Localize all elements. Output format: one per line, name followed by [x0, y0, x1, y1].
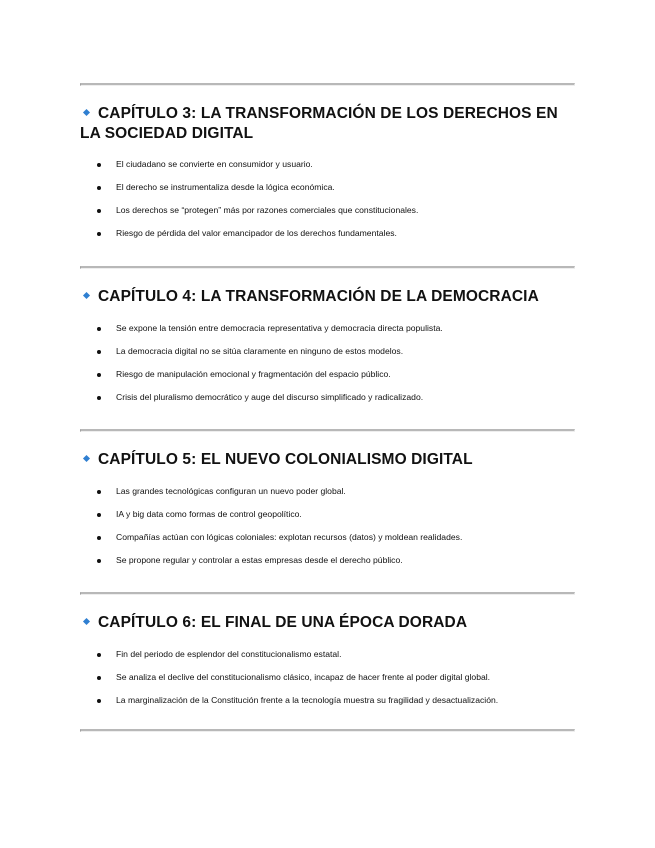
- list-item-text: Se analiza el declive del constitucionalismo clásico, incapaz de hacer frente al poder digital global.: [116, 672, 491, 682]
- bullet-icon: [97, 513, 101, 517]
- bullet-icon: [97, 490, 101, 494]
- divider: [80, 729, 575, 732]
- bullet-icon: [97, 163, 101, 167]
- list-item-text: La marginalización de la Constitución frente a la tecnología muestra su fragilidad y desactualización.: [116, 695, 499, 705]
- bullet-icon: [97, 653, 101, 657]
- list-item-text: Las grandes tecnológicas configuran un nuevo poder global.: [116, 486, 346, 496]
- chapter-5-points: [80, 486, 575, 566]
- list-item-text: Compañías actúan con lógicas coloniales: explotan recursos (datos) y moldean realidades.: [116, 532, 463, 542]
- chapter-6-section: [80, 595, 575, 729]
- diamond-icon: [83, 455, 90, 462]
- bullet-icon: [97, 396, 101, 400]
- list-item-text: Se expone la tensión entre democracia representativa y democracia directa populista.: [116, 323, 443, 333]
- chapter-3-title: [80, 104, 575, 144]
- list-item: [80, 555, 575, 566]
- chapter-4-title-text: CAPÍTULO 4: LA TRANSFORMACIÓN DE LA DEMOCRACIA: [98, 288, 539, 305]
- list-item: [80, 532, 575, 543]
- diamond-icon: [83, 292, 90, 299]
- chapter-3-points: [80, 159, 575, 239]
- diamond-icon: [83, 109, 90, 116]
- list-item: [80, 369, 575, 380]
- chapter-6-points: [80, 649, 575, 706]
- list-item-text: Riesgo de pérdida del valor emancipador de los derechos fundamentales.: [116, 228, 397, 238]
- list-item-text: La democracia digital no se sitúa claramente en ninguno de estos modelos.: [116, 346, 404, 356]
- chapter-3-section: [80, 86, 575, 266]
- list-item: [80, 182, 575, 193]
- bullet-icon: [97, 536, 101, 540]
- list-item: [80, 509, 575, 520]
- list-item-text: Fin del periodo de esplendor del constitucionalismo estatal.: [116, 649, 342, 659]
- list-item: [80, 323, 575, 334]
- list-item-text: Riesgo de manipulación emocional y fragmentación del espacio público.: [116, 369, 391, 379]
- list-item-text: El derecho se instrumentaliza desde la lógica económica.: [116, 182, 335, 192]
- list-item: [80, 649, 575, 660]
- diamond-icon: [83, 618, 90, 625]
- list-item: [80, 228, 575, 239]
- list-item-text: Los derechos se “protegen” más por razones comerciales que constitucionales.: [116, 205, 419, 215]
- list-item: [80, 695, 575, 706]
- list-item: [80, 205, 575, 216]
- list-item: [80, 486, 575, 497]
- bullet-icon: [97, 327, 101, 331]
- list-item-text: El ciudadano se convierte en consumidor y usuario.: [116, 159, 313, 169]
- document-body: [80, 83, 575, 732]
- chapter-6-title: [80, 613, 575, 633]
- chapter-3-title-text: CAPÍTULO 3: LA TRANSFORMACIÓN DE LOS DERECHOS EN LA SOCIEDAD DIGITAL: [80, 105, 558, 142]
- bullet-icon: [97, 350, 101, 354]
- chapter-4-section: [80, 269, 575, 429]
- list-item-text: Crisis del pluralismo democrático y auge del discurso simplificado y radicalizado.: [116, 392, 424, 402]
- bullet-icon: [97, 559, 101, 563]
- chapter-5-title: [80, 450, 575, 470]
- bullet-icon: [97, 373, 101, 377]
- list-item-text: IA y big data como formas de control geopolítico.: [116, 509, 302, 519]
- bullet-icon: [97, 209, 101, 213]
- list-item: [80, 392, 575, 403]
- bullet-icon: [97, 699, 101, 703]
- chapter-5-section: [80, 432, 575, 592]
- chapter-4-title: [80, 287, 575, 307]
- bullet-icon: [97, 186, 101, 190]
- bullet-icon: [97, 232, 101, 236]
- bullet-icon: [97, 676, 101, 680]
- chapter-4-points: [80, 323, 575, 403]
- list-item-text: Se propone regular y controlar a estas empresas desde el derecho público.: [116, 555, 403, 565]
- chapter-6-title-text: CAPÍTULO 6: EL FINAL DE UNA ÉPOCA DORADA: [98, 614, 468, 631]
- chapter-5-title-text: CAPÍTULO 5: EL NUEVO COLONIALISMO DIGITAL: [98, 451, 473, 468]
- list-item: [80, 159, 575, 170]
- list-item: [80, 672, 575, 683]
- list-item: [80, 346, 575, 357]
